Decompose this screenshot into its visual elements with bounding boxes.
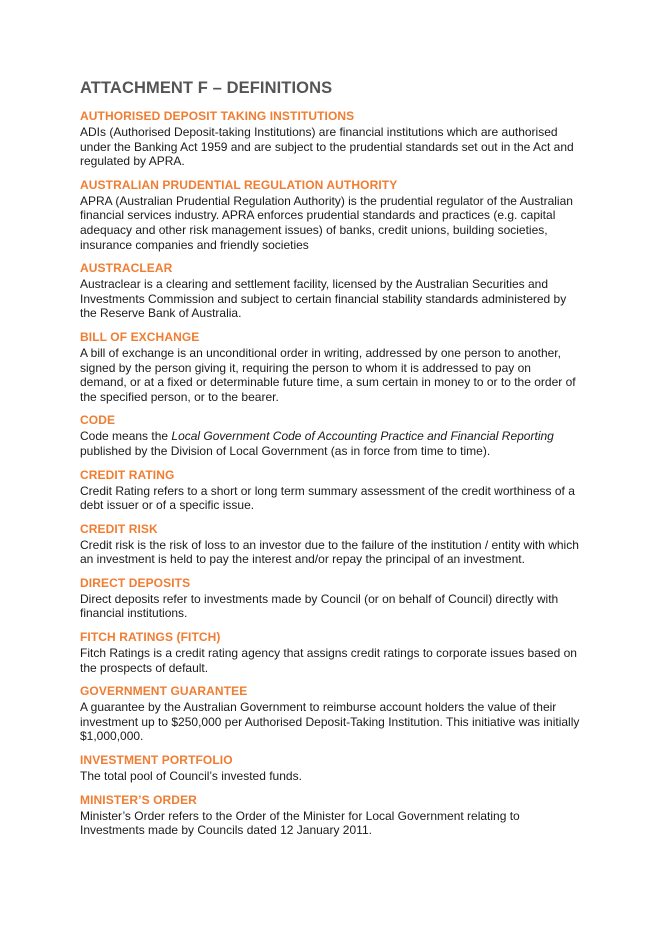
page-title: ATTACHMENT F – DEFINITIONS	[80, 79, 333, 97]
term-heading: CREDIT RISK	[80, 521, 158, 536]
definition-adi	[80, 109, 580, 169]
term-heading: AUSTRACLEAR	[80, 261, 173, 276]
term-body: Minister’s Order refers to the Order of the Minister for Local Government relating to Investments made by Councils dated 12 January 2011.	[80, 808, 520, 838]
term-body: The total pool of Council’s invested funds.	[80, 769, 302, 784]
term-heading: BILL OF EXCHANGE	[80, 329, 200, 344]
term-body: Credit risk is the risk of loss to an investor due to the failure of the institution / entity with which an investment is held to pay the interest and/or repay the principal of an investment.	[80, 537, 579, 567]
definition-investment-portfolio	[80, 753, 580, 784]
term-heading: FITCH RATINGS (FITCH)	[80, 630, 221, 645]
code-title-italic: Local Government Code of Accounting Practice and Financial Reporting	[171, 429, 554, 444]
term-heading: DIRECT DEPOSITS	[80, 575, 191, 590]
definition-credit-rating	[80, 468, 580, 513]
definition-code	[80, 413, 580, 458]
term-body: ADIs (Authorised Deposit-taking Institutions) are financial institutions which are authorised under the Banking Act 1959 and are subject to the prudential standards set out in the Act and regulated by APRA.	[80, 125, 574, 169]
term-body: Austraclear is a clearing and settlement facility, licensed by the Australian Securities and Investments Commission and subject to certain financial stability standards administered by the Reserve Bank of Australia.	[80, 277, 567, 321]
definition-apra	[80, 178, 580, 252]
definition-credit-risk	[80, 522, 580, 567]
term-body: Direct deposits refer to investments made by Council (or on behalf of Council) directly with financial institutions.	[80, 591, 559, 621]
term-body-text: published by the Division of Local Government (as in force from time to time).	[80, 443, 491, 458]
definition-ministers-order	[80, 793, 580, 838]
term-body	[80, 429, 580, 458]
term-heading: INVESTMENT PORTFOLIO	[80, 753, 233, 768]
term-body: A bill of exchange is an unconditional order in writing, addressed by one person to another, signed by the person giving it, requiring the person to whom it is addressed to pay on demand, or at a fixed or determinable future time, a sum certain in money to or to the order of the specified person, or to the bearer.	[80, 345, 576, 404]
definition-austraclear	[80, 261, 580, 321]
term-heading: CODE	[80, 413, 116, 428]
term-body: A guarantee by the Australian Government to reimburse account holders the value of their investment up to $250,000 per Authorised Deposit-Taking Institution. This initiative was initially $1,000,000.	[80, 700, 580, 744]
definition-bill-of-exchange	[80, 330, 580, 404]
term-heading: MINISTER’S ORDER	[80, 792, 197, 807]
term-heading: GOVERNMENT GUARANTEE	[80, 684, 248, 699]
term-heading: AUSTRALIAN PRUDENTIAL REGULATION AUTHORITY	[80, 177, 398, 192]
term-heading: AUTHORISED DEPOSIT TAKING INSTITUTIONS	[80, 109, 355, 123]
document-page	[80, 78, 580, 847]
term-heading: CREDIT RATING	[80, 467, 175, 482]
term-body: Credit Rating refers to a short or long term summary assessment of the credit worthiness of a debt issuer or of a specific issue.	[80, 483, 575, 513]
definition-fitch	[80, 630, 580, 675]
definition-direct-deposits	[80, 576, 580, 621]
term-body: Fitch Ratings is a credit rating agency that assigns credit ratings to corporate issues based on the prospects of default.	[80, 646, 577, 675]
term-body: APRA (Australian Prudential Regulation Authority) is the prudential regulator of the Australian financial services industry. APRA enforces prudential standards and practices (e.g. capital adequacy and other risk management issues) of banks, credit unions, building societies, insurance companies and friendly societies	[80, 193, 573, 252]
term-body-text: Code means the	[80, 429, 172, 444]
definition-government-guarantee	[80, 684, 580, 744]
